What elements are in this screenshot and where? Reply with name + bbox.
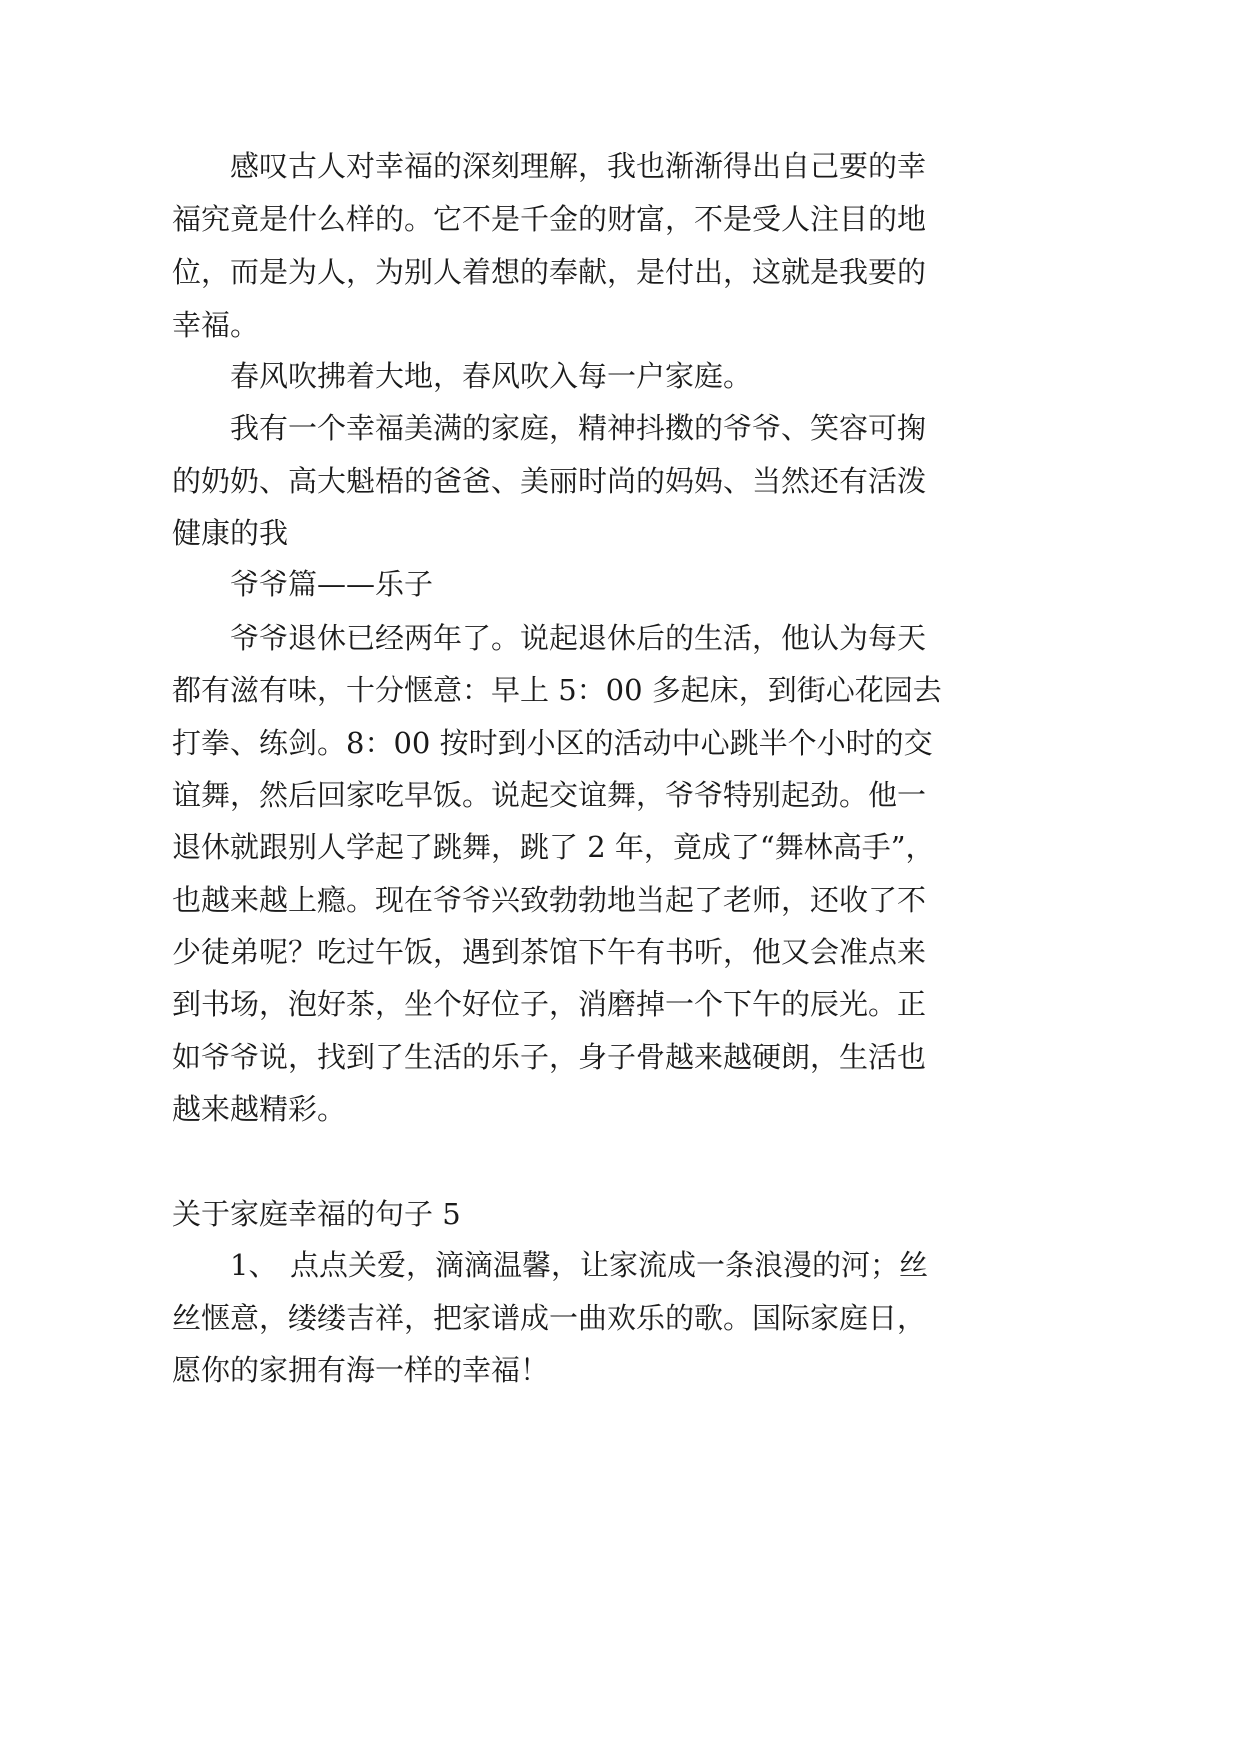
text-line: 愿你的家拥有海一样的幸福！ bbox=[172, 1353, 550, 1387]
text-line: 打拳、练剑。8：00 按时到小区的活动中心跳半个小时的交 bbox=[172, 726, 933, 760]
text-line: 点点关爱，滴滴温馨，让家流成一条浪漫的河；丝 bbox=[290, 1248, 929, 1282]
section-heading: 关于家庭幸福的句子 5 bbox=[172, 1197, 461, 1231]
text-line: 幸福。 bbox=[172, 308, 260, 342]
text-line: 爷爷篇——乐子 bbox=[230, 567, 434, 601]
text-line: 的奶奶、高大魁梧的爸爸、美丽时尚的妈妈、当然还有活泼 bbox=[172, 464, 927, 498]
text-line: 越来越精彩。 bbox=[172, 1092, 347, 1126]
text-line: 春风吹拂着大地，春风吹入每一户家庭。 bbox=[230, 359, 753, 393]
text-line: 位，而是为人，为别人着想的奉献，是付出，这就是我要的 bbox=[172, 255, 927, 289]
item-number: 1、 bbox=[230, 1248, 278, 1282]
text-line: 健康的我 bbox=[172, 516, 289, 550]
text-line: 丝惬意，缕缕吉祥，把家谱成一曲欢乐的歌。国际家庭日， bbox=[172, 1301, 927, 1335]
text-line: 爷爷退休已经两年了。说起退休后的生活，他认为每天 bbox=[230, 621, 927, 655]
text-line: 都有滋有味，十分惬意：早上 5：00 多起床，到街心花园去 bbox=[172, 673, 942, 707]
text-line: 我有一个幸福美满的家庭，精神抖擞的爷爷、笑容可掬 bbox=[230, 411, 927, 445]
text-line: 也越来越上瘾。现在爷爷兴致勃勃地当起了老师，还收了不 bbox=[172, 883, 927, 917]
text-line: 退休就跟别人学起了跳舞，跳了 2 年，竟成了“舞林高手”， bbox=[172, 830, 935, 864]
text-line: 少徒弟呢？吃过午饭，遇到茶馆下午有书听，他又会准点来 bbox=[172, 935, 927, 969]
text-line: 如爷爷说，找到了生活的乐子，身子骨越来越硬朗，生活也 bbox=[172, 1040, 927, 1074]
text-line: 感叹古人对幸福的深刻理解，我也渐渐得出自己要的幸 bbox=[230, 149, 927, 183]
text-line: 到书场，泡好茶，坐个好位子，消磨掉一个下午的辰光。正 bbox=[172, 987, 927, 1021]
text-line: 谊舞，然后回家吃早饭。说起交谊舞，爷爷特别起劲。他一 bbox=[172, 778, 927, 812]
text-line: 福究竟是什么样的。它不是千金的财富，不是受人注目的地 bbox=[172, 202, 927, 236]
